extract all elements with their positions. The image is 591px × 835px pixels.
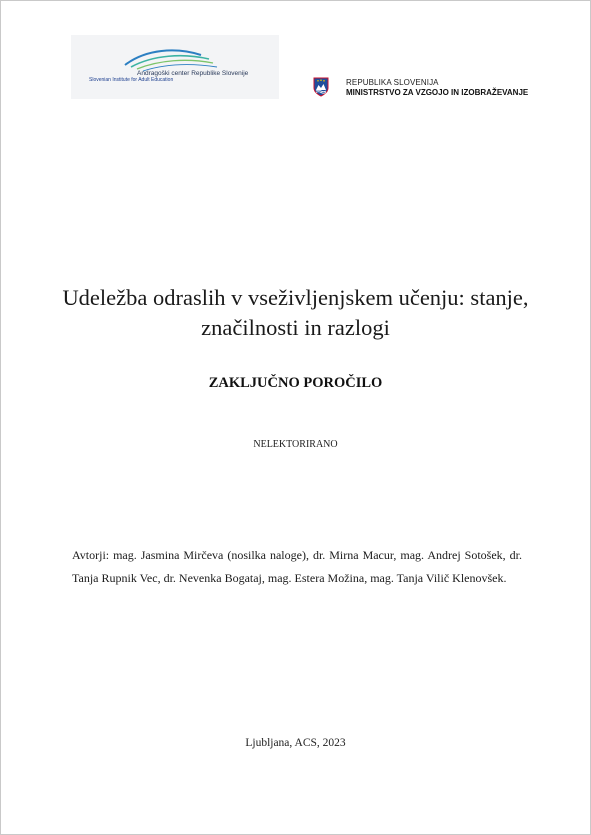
ministry-logo (313, 75, 543, 101)
document-authors: Avtorji: mag. Jasmina Mirčeva (nosilka naloge), dr. Mirna Macur, mag. Andrej Sotošek, dr. Tanja Rupnik Vec, dr. Nevenka Bogataj, mag. Estera Možina, mag. Tanja Vilič Klenovšek. (72, 548, 522, 585)
document-title: Udeležba odraslih v vseživljenjskem učenju: stanje, značilnosti in razlogi (62, 285, 529, 340)
ministry-line1: REPUBLIKA SLOVENIJA (346, 78, 439, 87)
acs-logo-name: Andragoški center Republike Slovenije (137, 70, 249, 77)
document-footer: Ljubljana, ACS, 2023 (245, 737, 346, 749)
ministry-line2: MINISTRSTVO ZA VZGOJO IN IZOBRAŽEVANJE (346, 88, 529, 97)
document-subtitle: ZAKLJUČNO POROČILO (208, 375, 383, 391)
slovenia-coat-of-arms-icon (313, 77, 329, 97)
acs-wave-logo-icon (121, 45, 241, 73)
acs-logo-tagline: Slovenian Institute for Adult Education (89, 77, 174, 83)
acs-logo (71, 35, 279, 99)
document-note: NELEKTORIRANO (253, 439, 338, 450)
